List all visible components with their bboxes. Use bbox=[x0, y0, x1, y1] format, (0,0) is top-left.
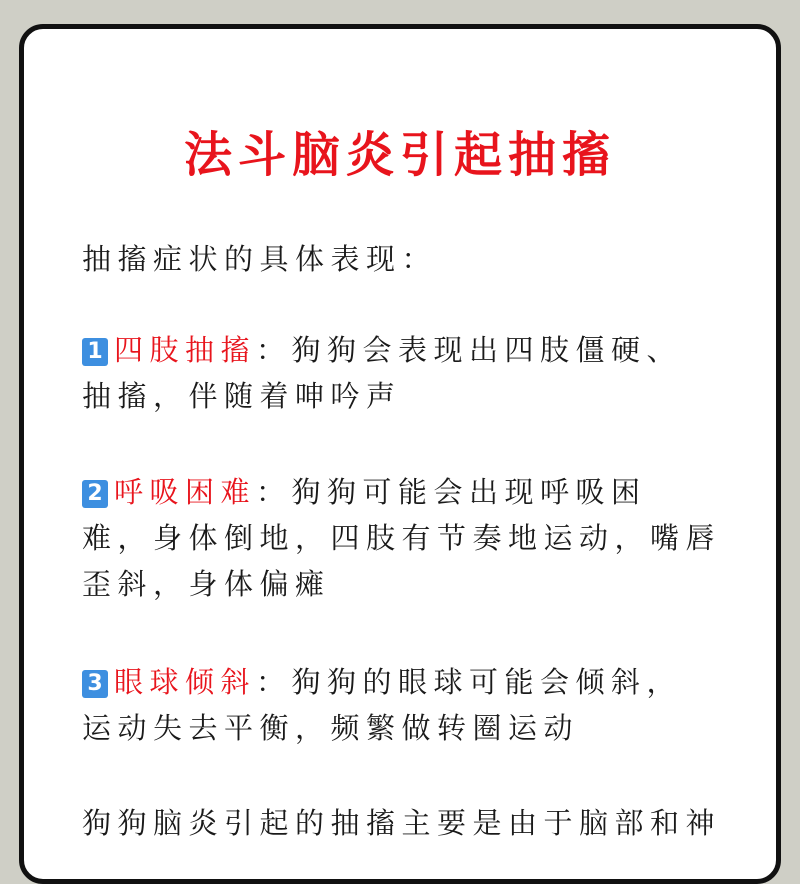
item-1-heading: 四肢抽搐 bbox=[114, 333, 257, 367]
item-3-line-1 bbox=[82, 659, 736, 705]
item-3 bbox=[82, 659, 736, 751]
item-2-line-2: 难，身体倒地，四肢有节奏地运动，嘴唇 bbox=[82, 521, 722, 555]
summary-text bbox=[82, 800, 736, 846]
item-2 bbox=[82, 469, 736, 607]
item-1-text-1: 狗狗会表现出四肢僵硬、 bbox=[291, 333, 683, 367]
intro-text: 抽搐症状的具体表现： bbox=[82, 242, 438, 276]
number-1-badge: 1 bbox=[82, 338, 108, 366]
item-2-heading: 呼吸困难 bbox=[114, 475, 257, 509]
item-2-line-1 bbox=[82, 469, 736, 515]
item-3-separator: ： bbox=[256, 665, 292, 699]
number-2-badge: 2 bbox=[82, 480, 108, 508]
item-3-line-2: 运动失去平衡，频繁做转圈运动 bbox=[82, 711, 580, 745]
item-3-heading: 眼球倾斜 bbox=[114, 665, 257, 699]
summary-line-1: 狗狗脑炎引起的抽搐主要是由于脑部和神 bbox=[82, 806, 722, 840]
content-card bbox=[19, 24, 781, 884]
item-3-text-1: 狗狗的眼球可能会倾斜， bbox=[291, 665, 683, 699]
item-1-separator: ： bbox=[256, 333, 292, 367]
item-2-line-3: 歪斜，身体偏瘫 bbox=[82, 567, 331, 601]
item-2-separator: ： bbox=[256, 475, 292, 509]
item-2-text-1: 狗狗可能会出现呼吸困 bbox=[291, 475, 647, 509]
item-1-line-1 bbox=[82, 327, 736, 373]
item-1-line-2: 抽搐，伴随着呻吟声 bbox=[82, 379, 402, 413]
page-title: 法斗脑炎引起抽搐 bbox=[183, 127, 616, 183]
number-3-badge: 3 bbox=[82, 670, 108, 698]
item-1 bbox=[82, 327, 736, 419]
